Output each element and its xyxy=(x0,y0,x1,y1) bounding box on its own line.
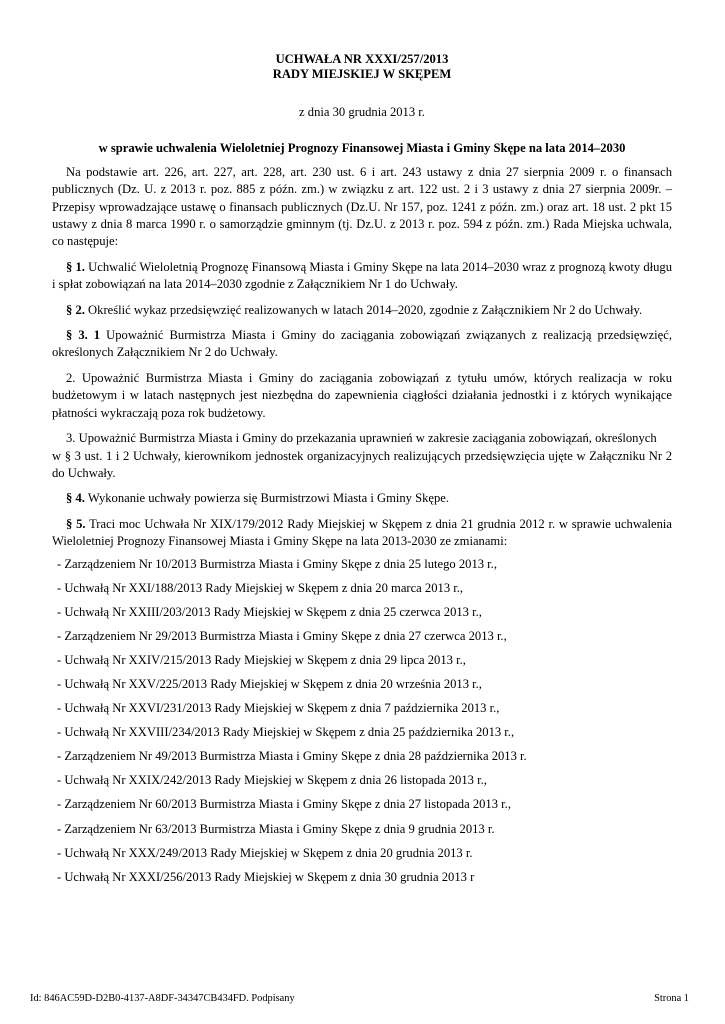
section-4-mark: § 4. xyxy=(66,491,85,506)
section-3-paragraph-3 xyxy=(52,430,672,482)
title-line-2: RADY MIEJSKIEJ W SKĘPEM xyxy=(272,67,452,81)
list-item: - Zarządzeniem Nr 10/2013 Burmistrza Miasta i Gminy Skępe z dnia 25 lutego 2013 r., xyxy=(57,556,497,571)
list-item: - Uchwałą Nr XXIX/242/2013 Rady Miejskiej w Skępem z dnia 26 listopada 2013 r., xyxy=(57,773,487,788)
section-5 xyxy=(52,516,672,551)
list-item: - Zarządzeniem Nr 29/2013 Burmistrza Miasta i Gminy Skępe z dnia 27 czerwca 2013 r., xyxy=(57,628,507,643)
list-item: - Uchwałą Nr XXV/225/2013 Rady Miejskiej w Skępem z dnia 20 września 2013 r., xyxy=(57,677,482,691)
section-1-text: Uchwalić Wieloletnią Prognozę Finansową Miasta i Gminy Skępe na lata 2014–2030 wraz z prognozą kwoty długu i spłat zobowiązań na lata 2014–2030 zgodnie z Załącznikiem Nr 1 do Uchwały. xyxy=(52,259,673,292)
section-3-paragraph-3-line-1: 3. Upoważnić Burmistrza Miasta i Gminy do przekazania uprawnień w zakresie zaciągania zobowiązań, określonych xyxy=(66,431,657,446)
document-subject: w sprawie uchwalenia Wieloletniej Prognozy Finansowej Miasta i Gminy Skępe na lata 2014–2030 xyxy=(98,141,626,156)
section-3-paragraph-2: 2. Upoważnić Burmistrza Miasta i Gminy do zaciągania zobowiązań z tytułu umów, których realizacja w roku budżetowym i w latach następnych jest niezbędna do zapewnienia ciągłości działania jednostki i z których wynikające płatności wykraczają poza rok budżetowy. xyxy=(52,370,672,420)
section-3-text: Upoważnić Burmistrza Miasta i Gminy do zaciągania zobowiązań związanych z realizacją przedsięwzięć, określonych Załącznikiem Nr 2 do Uchwały. xyxy=(52,328,673,360)
section-5-text: Traci moc Uchwała Nr XIX/179/2012 Rady Miejskiej w Skępem z dnia 21 grudnia 2012 r. w sprawie uchwalenia Wieloletniej Prognozy Finansowej Miasta i Gminy Skępe na lata 2013-2030 ze zmianami: xyxy=(52,516,673,549)
section-2 xyxy=(52,302,672,319)
document-id: Id: 846AC59D-D2B0-4137-A8DF-34347CB434FD. Podpisany xyxy=(30,993,295,1004)
list-item: - Uchwałą Nr XXIV/215/2013 Rady Miejskiej w Skępem z dnia 29 lipca 2013 r., xyxy=(57,652,466,667)
section-3-paragraph-3-line-2: w § 3 ust. 1 i 2 Uchwały, kierownikom jednostek organizacyjnych realizujących przedsięwzięcia ujęte w Załączniku Nr 2 do Uchwały. xyxy=(52,448,672,480)
section-4 xyxy=(52,490,672,507)
document-date: z dnia 30 grudnia 2013 r. xyxy=(299,105,425,119)
list-item: - Uchwałą Nr XXXI/256/2013 Rady Miejskiej w Skępem z dnia 30 grudnia 2013 r xyxy=(57,869,475,884)
list-item: - Uchwałą Nr XXI/188/2013 Rady Miejskiej w Skępem z dnia 20 marca 2013 r., xyxy=(57,580,464,595)
list-item: - Uchwałą Nr XXVI/231/2013 Rady Miejskiej w Skępem z dnia 7 października 2013 r., xyxy=(57,701,500,716)
section-2-mark: § 2. xyxy=(66,302,85,317)
section-4-text: Wykonanie uchwały powierza się Burmistrzowi Miasta i Gminy Skępe. xyxy=(87,491,450,506)
section-5-mark: § 5. xyxy=(66,516,86,531)
list-item: - Uchwałą Nr XXVIII/234/2013 Rady Miejskiej w Skępem z dnia 25 października 2013 r., xyxy=(57,725,515,740)
section-3-mark: § 3. 1 xyxy=(66,328,101,343)
section-2-text: Określić wykaz przedsięwzięć realizowanych w latach 2014–2020, zgodnie z Załącznikiem Nr 2 do Uchwały. xyxy=(88,302,643,317)
list-item: - Uchwałą Nr XXX/249/2013 Rady Miejskiej w Skępem z dnia 20 grudnia 2013 r. xyxy=(57,845,473,860)
section-1 xyxy=(52,259,672,294)
title-line-1: UCHWAŁA NR XXXI/257/2013 xyxy=(275,52,449,66)
document-title xyxy=(52,52,672,82)
intro-paragraph: Na podstawie art. 226, art. 227, art. 228, art. 230 ust. 6 i art. 243 ustawy z dnia 27 sierpnia 2009 r. o finansach publicznych (Dz. U. z 2013 r. poz. 885 z późn. zm.) w związku z art. 122 ust. 2 i 3 ustawy z dnia 27 sierpnia 2009r. – Przepisy wprowadzające ustawę o finansach publicznych (Dz.U. Nr 157, poz. 1241 z późn. zm.) oraz art. 18 ust. 2 pkt 15 ustawy z dnia 8 marca 1990 r. o samorządzie gminnym (tj. Dz.U. z 2013 r. poz. 594 z późn. zm.) Rada Miejska uchwala, co następuje: xyxy=(52,164,672,249)
document-content xyxy=(52,52,672,893)
list-item: - Zarządzeniem Nr 63/2013 Burmistrza Miasta i Gminy Skępe z dnia 9 grudnia 2013 r. xyxy=(57,821,495,836)
amendments-list xyxy=(52,556,672,893)
list-item: - Zarządzeniem Nr 60/2013 Burmistrza Miasta i Gminy Skępe z dnia 27 listopada 2013 r., xyxy=(57,797,511,812)
list-item: - Zarządzeniem Nr 49/2013 Burmistrza Miasta i Gminy Skępe z dnia 28 października 2013 r. xyxy=(57,749,527,764)
list-item: - Uchwałą Nr XXIII/203/2013 Rady Miejskiej w Skępem z dnia 25 czerwca 2013 r., xyxy=(57,604,482,619)
section-3 xyxy=(52,327,672,362)
section-1-mark: § 1. xyxy=(66,259,85,274)
page-number: Strona 1 xyxy=(654,993,689,1004)
